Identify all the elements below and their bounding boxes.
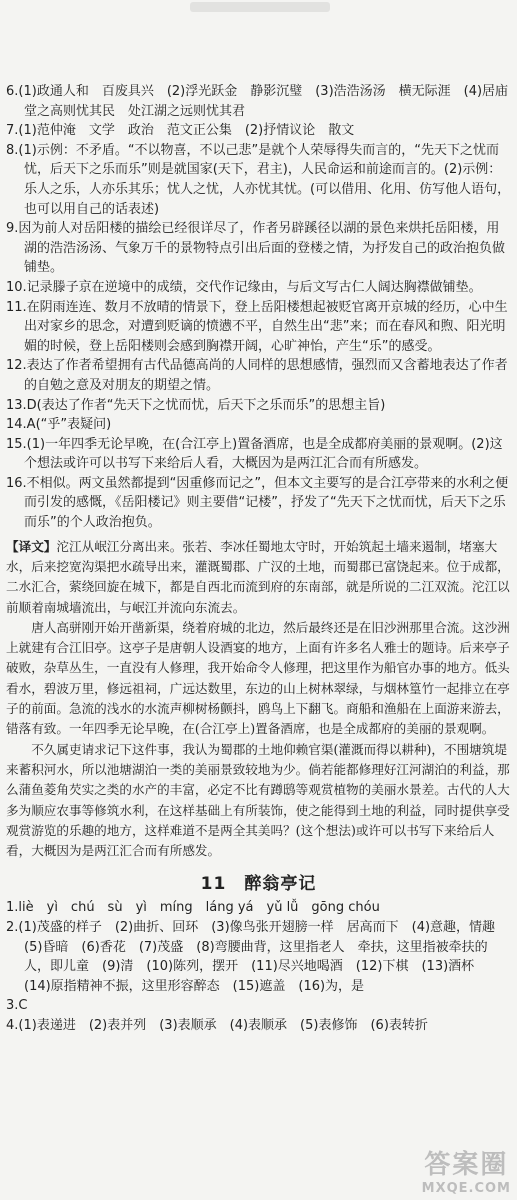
translation-paragraph [6, 537, 511, 618]
answer-item: 14.A(“乎”表疑问) [6, 417, 112, 433]
translation-paragraph: 唐人高骈刚开始开凿新渠，绕着府城的北边，然后最终还是在旧沙洲那里合流。这沙洲上就建有合江旧亭。这亭子是唐朝人设酒宴的地方，上面有许多名人雅士的题诗。后来亭子破败，杂草丛生，一直没有人修理，我开始命令人修理，把这里作为船官办事的地方。低头看水，碧波万里，修远祖祠，广远达数里，东边的山上树林翠绿，与烟林篁竹一起排立在亭子的前面。急流的浅水的水流声柳树杨颤抖，鸥鸟上下翻飞。商船和渔船在上面游来游去，错落有致。一年四季无论早晚，在(合江亭上)置备酒席，也是全成都府的美丽的景观啊。 [6, 619, 510, 737]
answer-item: 7.(1)范仲淹 文学 政治 范文正公集 (2)抒情议论 散文 [6, 123, 355, 139]
translation-tag: 【译文】 [6, 538, 57, 554]
watermark-logo [422, 1144, 511, 1196]
answer-item: 16.不相似。两文虽然都提到“因重修而记之”，但本文主要写的是合江亭带来的水利之便而引发的感慨，《岳阳楼记》则主要借“记楼”，抒发了“先天下之忧而忧，后天下之乐而乐”的个人政治抱负。 [6, 475, 509, 531]
answer-item: 2.(1)茂盛的样子 (2)曲折、回环 (3)像鸟张开翅膀一样 居高而下 (4)意趣，情趣 (5)昏暗 (6)香花 (7)茂盛 (8)弯腰曲背，这里指老人 牵扶，这里指被牵扶的人，即儿童 (9)清 (10)陈列，摆开 (11)尽兴地喝酒 (12)下棋 (13)酒杯 (14)原指精神不振，这里形容醉态 (15)遮盖 (16)为，是 [6, 920, 509, 994]
answer-item: 4.(1)表递进 (2)表并列 (3)表顺承 (4)表顺承 (5)表修饰 (6)表转折 [6, 1017, 428, 1033]
section-heading [6, 869, 511, 894]
answer-item: 15.(1)一年四季无论早晚，在(合江亭上)置备酒席，也是全成都府美丽的景观啊。(2)这个想法或许可以书写下来给后人看，大概因为是两江汇合而有所感发。 [6, 436, 503, 472]
section-title: 醉翁亭记 [244, 874, 317, 895]
answer-item: 12.表达了作者希望拥有古代品德高尚的人同样的思想感情，强烈而又含蓄地表达了作者的自勉之意及对朋友的期望之情。 [6, 358, 508, 393]
answer-item: 9.因为前人对岳阳楼的描绘已经很详尽了，作者另辟蹊径以湖的景色来烘托岳阳楼，用湖的浩浩汤汤、气象万千的景物特点引出后面的登楼之情，为抒发自己的政治抱负做铺垫。 [6, 221, 506, 276]
section-number: 11 [200, 874, 227, 895]
answer-item: 13.D(表达了作者“先天下之忧而忧，后天下之乐而乐”的思想主旨) [6, 397, 386, 413]
answer-item: 1.liè yì chú sù yì míng láng yá yǔ lǚ gōng chóu [6, 900, 380, 916]
answer-item: 10.记录滕子京在逆境中的成绩，交代作记缘由，与后文写古仁人阔达胸襟做铺垫。 [6, 279, 482, 295]
translation-paragraph: 不久属吏请求记下这件事，我认为蜀郡的土地仰赖官渠(灌溉而得以耕种)，不围塘筑堤来蓄积河水，所以池塘湖泊一类的美丽景致较地为少。倘若能都修理好江河湖泊的利益，那么蒲鱼菱角芡实之类的水产的丰富，必定不比有蹲鸱等观赏植物的美丽水景差。古代的人大多为顺应农事等修筑水利，在这样基础上有所装饰，使之能得到土地的利益，同时提供享受观赏游览的乐趣的地方，这样难道不是两全其美吗？(这个想法)或许可以书写下来给后人看，大概因为是两江汇合而有所感发。 [6, 741, 510, 859]
watermark-main: 答案圈 [424, 1150, 509, 1180]
translation-block [6, 537, 511, 862]
watermark-url: MXQE.COM [421, 1181, 511, 1196]
page-header-smudge [190, 2, 330, 12]
answer-item: 11.在阴雨连连、数月不放晴的情景下，登上岳阳楼想起被贬官离开京城的经历，心中生出对家乡的思念，对遭到贬谪的愤懑不平，自然生出“悲”来；而在春风和煦、阳光明媚的时候，登上岳阳楼则会感到胸襟开阔，心旷神怡，产生“乐”的感受。 [6, 299, 508, 354]
answer-body [6, 82, 511, 1036]
translation-text: 沱江从岷江分离出来。张若、李冰任蜀地太守时，开始筑起土墙来遏制，堵塞大水，后来挖宽沟渠把水疏导出来，灌溉蜀郡、广汉的土地，而蜀郡已富饶起来。位于成都，二水汇合，萦绕回旋在城下，都是自西北而流到府的东南部，就是所说的二江双流。沱江以前顺着南城墙流出，与岷江并流向东流去。 [6, 538, 510, 615]
answer-item: 8.(1)示例：不矛盾。“不以物喜，不以己悲”是就个人荣辱得失而言的，“先天下之忧而忧，后天下之乐而乐”则是就国家(天下，君主)，人民命运和前途而言的。(2)示例：乐人之乐，人亦乐其乐；忧人之忧，人亦忧其忧。(可以借用、化用、仿写他人语句，也可以用自己的话表述) [6, 142, 511, 217]
answer-item: 6.(1)政通人和 百废具兴 (2)浮光跃金 静影沉璧 (3)浩浩汤汤 横无际涯 (4)居庙堂之高则忧其民 处江湖之远则忧其君 [6, 84, 509, 119]
answer-item: 3.C [6, 998, 28, 1014]
